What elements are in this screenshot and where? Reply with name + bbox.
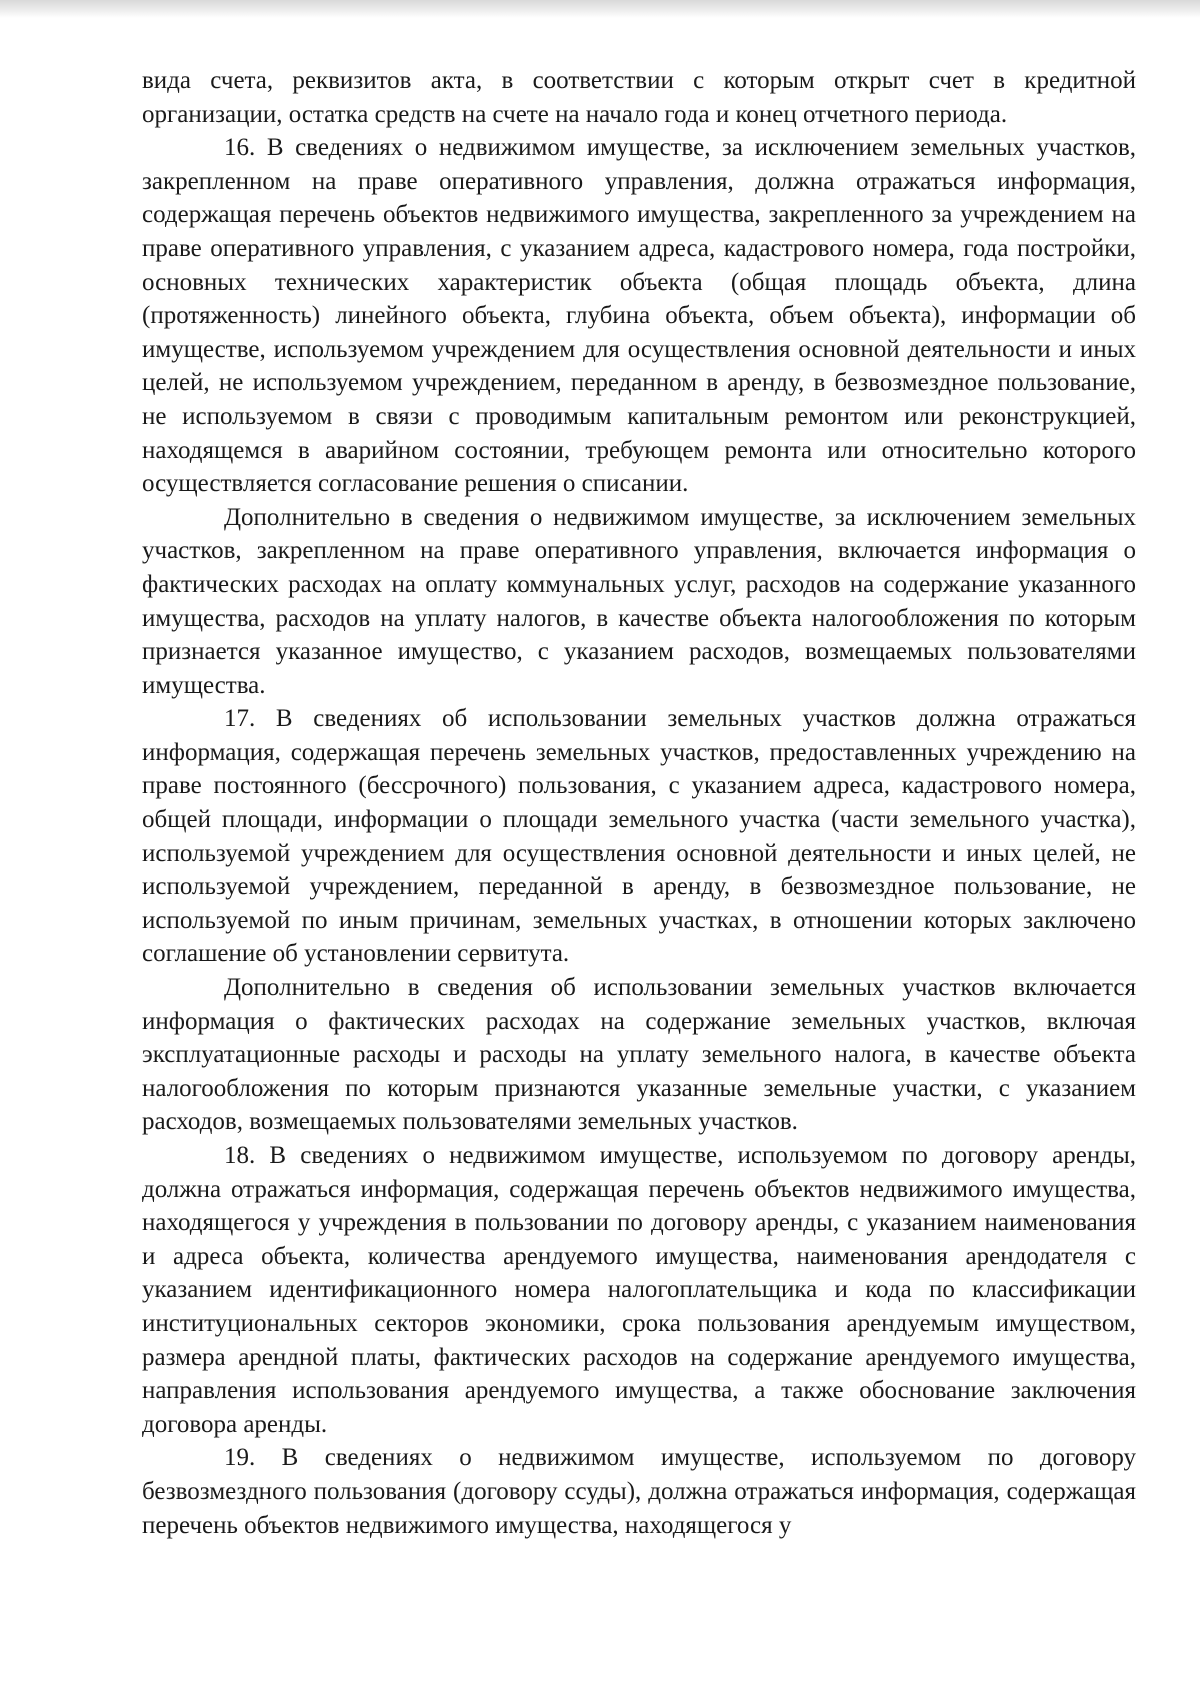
scan-top-edge	[0, 0, 1200, 18]
document-page	[142, 64, 1136, 1542]
paragraph-item-16-additional: Дополнительно в сведения о недвижимом имуществе, за исключением земельных участков, закрепленном на праве оперативного управления, включается информация о фактических расходах на оплату коммунальных услуг, расходов на содержание указанного имущества, расходов на уплату налогов, в качестве объекта налогообложения по которым признается указанное имущество, с указанием расходов, возмещаемых пользователями имущества.	[142, 503, 1136, 699]
paragraph-item-18: 18. В сведениях о недвижимом имуществе, используемом по договору аренды, должна отражаться информация, содержащая перечень объектов недвижимого имущества, находящегося у учреждения в пользовании по договору аренды, с указанием наименования и адреса объекта, количества арендуемого имущества, наименования арендодателя с указанием идентификационного номера налогоплательщика и кода по классификации институциональных секторов экономики, срока пользования арендуемым имуществом, размера арендной платы, фактических расходов на содержание арендуемого имущества, направления использования арендуемого имущества, а также обоснование заключения договора аренды.	[142, 1142, 1136, 1438]
paragraph-item-19: 19. В сведениях о недвижимом имуществе, используемом по договору безвозмездного пользования (договору ссуды), должна отражаться информация, содержащая перечень объектов недвижимого имущества, находящегося у	[142, 1444, 1136, 1539]
paragraph-continuation: вида счета, реквизитов акта, в соответствии с которым открыт счет в кредитной организации, остатка средств на счете на начало года и конец отчетного периода.	[142, 67, 1136, 128]
paragraph-item-17: 17. В сведениях об использовании земельных участков должна отражаться информация, содержащая перечень земельных участков, предоставленных учреждению на праве постоянного (бессрочного) пользования, с указанием адреса, кадастрового номера, общей площади, информации о площади земельного участка (части земельного участка), используемой учреждением для осуществления основной деятельности и иных целей, не используемой учреждением, переданной в аренду, в безвозмездное пользование, не используемой по иным причинам, земельных участках, в отношении которых заключено соглашение об установлении сервитута.	[142, 705, 1136, 968]
paragraph-item-17-additional: Дополнительно в сведения об использовании земельных участков включается информация о фактических расходах на содержание земельных участков, включая эксплуатационные расходы и расходы на уплату земельного налога, в качестве объекта налогообложения по которым признаются указанные земельные участки, с указанием расходов, возмещаемых пользователями земельных участков.	[142, 974, 1136, 1136]
paragraph-item-16: 16. В сведениях о недвижимом имуществе, за исключением земельных участков, закрепленном на праве оперативного управления, должна отражаться информация, содержащая перечень объектов недвижимого имущества, закрепленного за учреждением на праве оперативного управления, с указанием адреса, кадастрового номера, года постройки, основных технических характеристик объекта (общая площадь объекта, длина (протяженность) линейного объекта, глубина объекта, объем объекта), информации об имуществе, используемом учреждением для осуществления основной деятельности и иных целей, не используемом учреждением, переданном в аренду, в безвозмездное пользование, не используемом в связи с проводимым капитальным ремонтом или реконструкцией, находящемся в аварийном состоянии, требующем ремонта или относительно которого осуществляется согласование решения о списании.	[142, 134, 1136, 498]
